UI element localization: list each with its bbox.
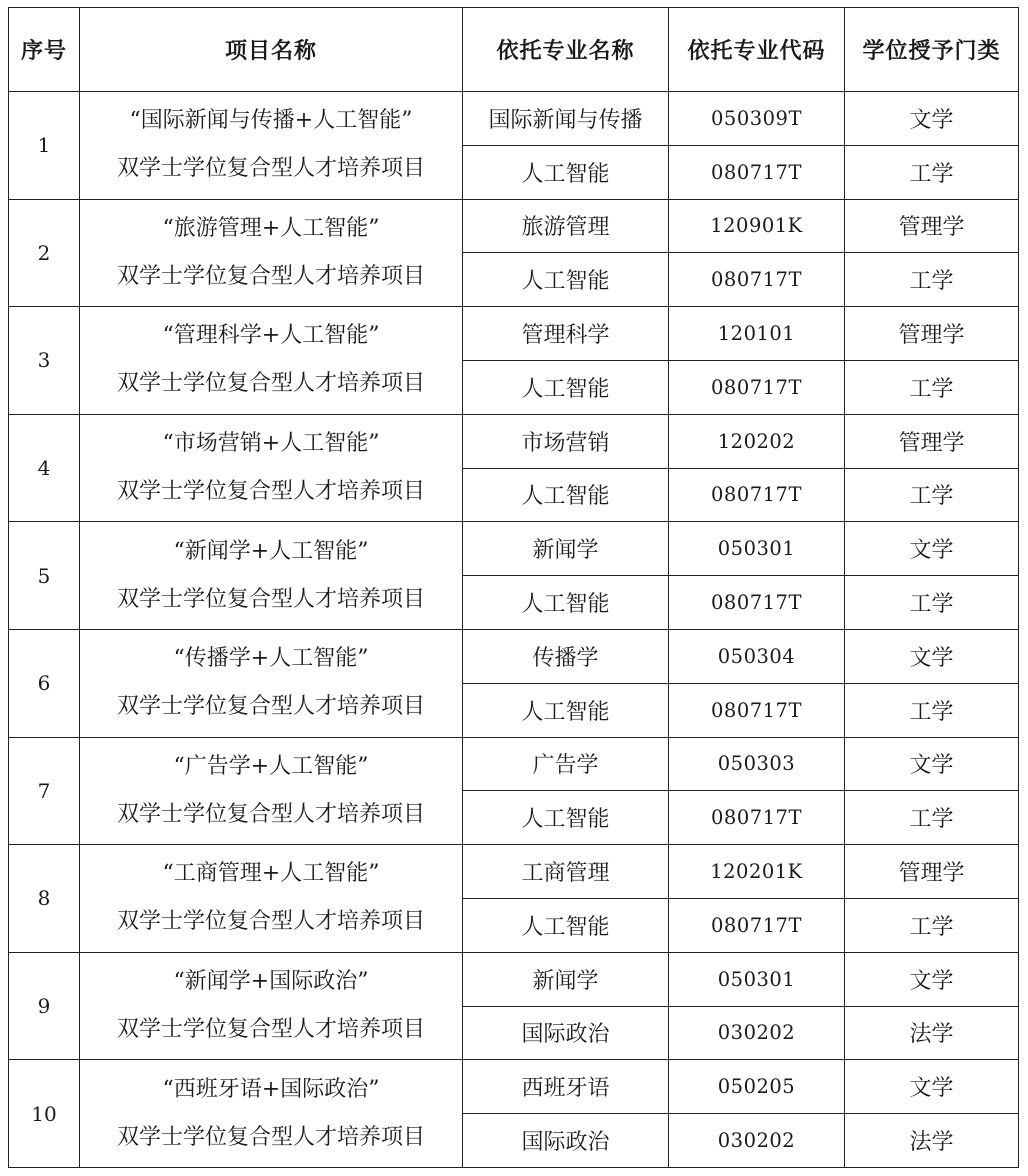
- major-code: 080717T: [669, 253, 845, 307]
- project-name: [80, 737, 463, 845]
- major-name: 人工智能: [463, 360, 669, 414]
- project-name: [80, 952, 463, 1060]
- major-name: 旅游管理: [463, 199, 669, 253]
- project-number: 10: [9, 1060, 80, 1168]
- major-name: 人工智能: [463, 898, 669, 952]
- header-project-name: 项目名称: [80, 8, 463, 92]
- degree-category: 文学: [845, 92, 1019, 146]
- project-name: [80, 522, 463, 630]
- project-number: 3: [9, 307, 80, 415]
- degree-category: 法学: [845, 1006, 1019, 1060]
- major-code: 080717T: [669, 360, 845, 414]
- major-name: 人工智能: [463, 253, 669, 307]
- degree-category: 文学: [845, 629, 1019, 683]
- major-code: 050303: [669, 737, 845, 791]
- project-name: [80, 414, 463, 522]
- table-row: [9, 92, 1019, 146]
- degree-category: 工学: [845, 683, 1019, 737]
- project-name: [80, 845, 463, 953]
- major-name: 人工智能: [463, 683, 669, 737]
- project-name-line1: “工商管理+人工智能”: [162, 861, 380, 887]
- table-row: [9, 199, 1019, 253]
- header-degree-category: 学位授予门类: [845, 8, 1019, 92]
- major-name: 国际政治: [463, 1114, 669, 1168]
- major-code: 120201K: [669, 845, 845, 899]
- major-name: 新闻学: [463, 522, 669, 576]
- project-number: 1: [9, 92, 80, 200]
- degree-category: 文学: [845, 522, 1019, 576]
- project-number: 8: [9, 845, 80, 953]
- table-row: [9, 522, 1019, 576]
- degree-category: 管理学: [845, 307, 1019, 361]
- project-name-line2: 双学士学位复合型人才培养项目: [116, 694, 425, 720]
- project-name-line1: “管理科学+人工智能”: [162, 323, 380, 349]
- project-name: [80, 307, 463, 415]
- project-name-line2: 双学士学位复合型人才培养项目: [116, 263, 425, 289]
- major-name: 广告学: [463, 737, 669, 791]
- project-number: 7: [9, 737, 80, 845]
- major-name: 人工智能: [463, 576, 669, 630]
- major-code: 080717T: [669, 576, 845, 630]
- major-name: 新闻学: [463, 952, 669, 1006]
- degree-category: 法学: [845, 1114, 1019, 1168]
- project-name-line2: 双学士学位复合型人才培养项目: [116, 1017, 425, 1043]
- table-row: [9, 307, 1019, 361]
- degree-category: 工学: [845, 145, 1019, 199]
- table-row: [9, 845, 1019, 899]
- major-code: 050309T: [669, 92, 845, 146]
- major-name: 国际政治: [463, 1006, 669, 1060]
- major-code: 120202: [669, 414, 845, 468]
- degree-category: 工学: [845, 898, 1019, 952]
- degree-category: 工学: [845, 253, 1019, 307]
- table-row: [9, 414, 1019, 468]
- major-name: 工商管理: [463, 845, 669, 899]
- project-name-line2: 双学士学位复合型人才培养项目: [116, 1124, 425, 1150]
- major-code: 050301: [669, 522, 845, 576]
- project-name-line2: 双学士学位复合型人才培养项目: [116, 586, 425, 612]
- major-name: 市场营销: [463, 414, 669, 468]
- table-row: [9, 737, 1019, 791]
- degree-category: 管理学: [845, 845, 1019, 899]
- major-code: 030202: [669, 1006, 845, 1060]
- project-number: 2: [9, 199, 80, 307]
- degree-category: 文学: [845, 1060, 1019, 1114]
- project-name-line1: “新闻学+国际政治”: [173, 969, 369, 995]
- project-name-line1: “旅游管理+人工智能”: [162, 215, 380, 241]
- table-header-row: [9, 8, 1019, 92]
- project-name-line2: 双学士学位复合型人才培养项目: [116, 156, 425, 182]
- project-name-line2: 双学士学位复合型人才培养项目: [116, 909, 425, 935]
- major-code: 050205: [669, 1060, 845, 1114]
- major-code: 030202: [669, 1114, 845, 1168]
- project-name-line1: “国际新闻与传播+人工智能”: [129, 108, 413, 134]
- degree-category: 工学: [845, 360, 1019, 414]
- project-name-line2: 双学士学位复合型人才培养项目: [116, 801, 425, 827]
- project-number: 4: [9, 414, 80, 522]
- header-major-code: 依托专业代码: [669, 8, 845, 92]
- major-code: 080717T: [669, 898, 845, 952]
- major-name: 西班牙语: [463, 1060, 669, 1114]
- project-name-line1: “西班牙语+国际政治”: [162, 1076, 380, 1102]
- project-name-line2: 双学士学位复合型人才培养项目: [116, 371, 425, 397]
- degree-programs-table: [8, 7, 1019, 1168]
- major-code: 080717T: [669, 468, 845, 522]
- table-row: [9, 1060, 1019, 1114]
- project-number: 6: [9, 629, 80, 737]
- project-name-line1: “传播学+人工智能”: [173, 646, 369, 672]
- project-name-line1: “市场营销+人工智能”: [162, 431, 380, 457]
- table-row: [9, 952, 1019, 1006]
- degree-category: 管理学: [845, 414, 1019, 468]
- major-name: 国际新闻与传播: [463, 92, 669, 146]
- degree-category: 文学: [845, 737, 1019, 791]
- project-number: 9: [9, 952, 80, 1060]
- major-name: 人工智能: [463, 791, 669, 845]
- major-code: 050301: [669, 952, 845, 1006]
- project-name-line1: “新闻学+人工智能”: [173, 538, 369, 564]
- major-name: 传播学: [463, 629, 669, 683]
- major-code: 080717T: [669, 791, 845, 845]
- project-name: [80, 199, 463, 307]
- degree-category: 工学: [845, 468, 1019, 522]
- project-name: [80, 1060, 463, 1168]
- degree-category: 工学: [845, 576, 1019, 630]
- major-name: 管理科学: [463, 307, 669, 361]
- major-code: 120901K: [669, 199, 845, 253]
- project-number: 5: [9, 522, 80, 630]
- project-name-line2: 双学士学位复合型人才培养项目: [116, 479, 425, 505]
- table-row: [9, 629, 1019, 683]
- degree-category: 工学: [845, 791, 1019, 845]
- project-name: [80, 629, 463, 737]
- major-code: 080717T: [669, 683, 845, 737]
- header-no: 序号: [9, 8, 80, 92]
- major-code: 050304: [669, 629, 845, 683]
- major-name: 人工智能: [463, 468, 669, 522]
- degree-category: 文学: [845, 952, 1019, 1006]
- table-body: [9, 92, 1019, 1168]
- project-name-line1: “广告学+人工智能”: [173, 753, 369, 779]
- project-name: [80, 92, 463, 200]
- header-major-name: 依托专业名称: [463, 8, 669, 92]
- major-code: 120101: [669, 307, 845, 361]
- major-code: 080717T: [669, 145, 845, 199]
- degree-category: 管理学: [845, 199, 1019, 253]
- major-name: 人工智能: [463, 145, 669, 199]
